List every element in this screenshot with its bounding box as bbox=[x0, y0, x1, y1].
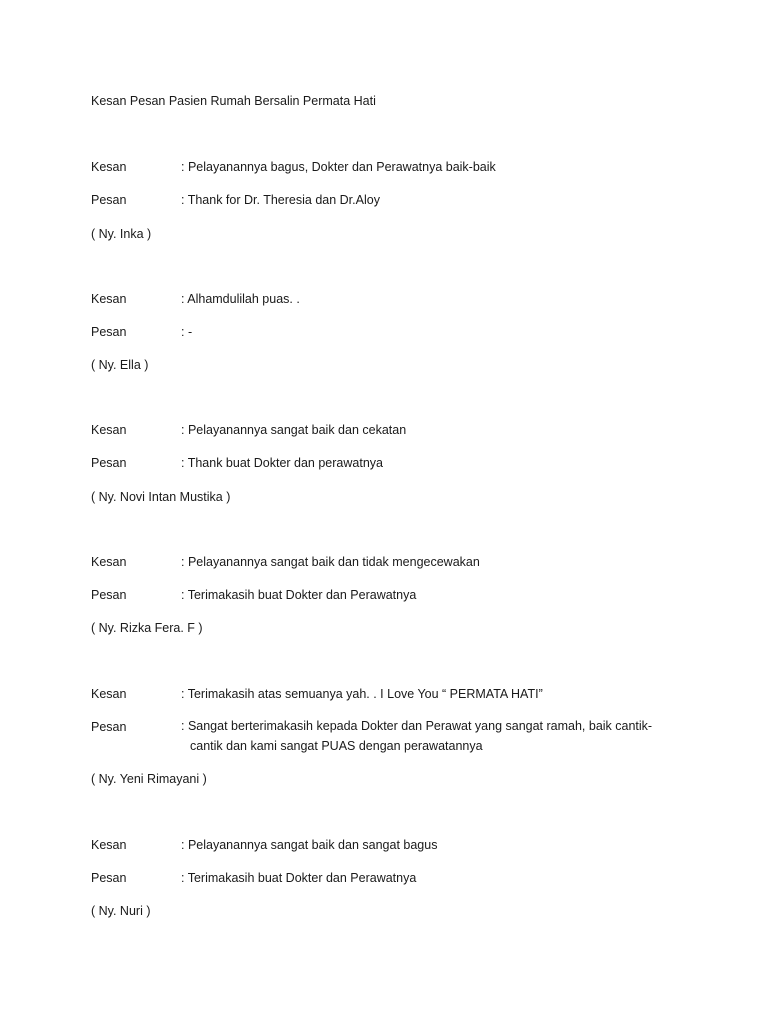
patient-name: ( Ny. Rizka Fera. F ) bbox=[91, 621, 203, 635]
kesan-row bbox=[91, 838, 437, 852]
kesan-text: : Alhamdulilah puas. . bbox=[181, 292, 300, 306]
kesan-text: : Terimakasih atas semuanya yah. . I Love You “ PERMATA HATI” bbox=[181, 687, 543, 701]
kesan-label: Kesan bbox=[91, 292, 127, 306]
pesan-row bbox=[91, 871, 416, 885]
pesan-text: : - bbox=[181, 325, 193, 339]
kesan-row bbox=[91, 292, 300, 306]
kesan-row bbox=[91, 555, 480, 569]
pesan-text: : Terimakasih buat Dokter dan Perawatnya bbox=[181, 871, 417, 885]
patient-name: ( Ny. Yeni Rimayani ) bbox=[91, 772, 207, 786]
pesan-text: : Terimakasih buat Dokter dan Perawatnya bbox=[181, 588, 417, 602]
kesan-text: : Pelayanannya bagus, Dokter dan Perawatnya baik-baik bbox=[181, 160, 496, 174]
pesan-label: Pesan bbox=[91, 325, 127, 339]
kesan-label: Kesan bbox=[91, 423, 127, 437]
pesan-text-multiline bbox=[181, 716, 681, 756]
pesan-label: Pesan bbox=[91, 871, 127, 885]
patient-name: ( Ny. Novi Intan Mustika ) bbox=[91, 490, 231, 504]
kesan-label: Kesan bbox=[91, 687, 127, 701]
pesan-text: : Sangat berterimakasih kepada Dokter dan Perawat yang sangat ramah, baik cantik- bbox=[181, 719, 653, 733]
kesan-text: : Pelayanannya sangat baik dan tidak mengecewakan bbox=[181, 555, 480, 569]
pesan-text-continuation: cantik dan kami sangat PUAS dengan perawatannya bbox=[190, 739, 483, 753]
kesan-text: : Pelayanannya sangat baik dan sangat bagus bbox=[181, 838, 438, 852]
pesan-text: : Thank buat Dokter dan perawatnya bbox=[181, 456, 383, 470]
kesan-text: : Pelayanannya sangat baik dan cekatan bbox=[181, 423, 407, 437]
pesan-label: Pesan bbox=[91, 193, 127, 207]
kesan-label: Kesan bbox=[91, 555, 127, 569]
kesan-row bbox=[91, 687, 543, 701]
pesan-label: Pesan bbox=[91, 720, 127, 734]
document-title: Kesan Pesan Pasien Rumah Bersalin Permata Hati bbox=[91, 94, 376, 108]
patient-name: ( Ny. Nuri ) bbox=[91, 904, 151, 918]
kesan-label: Kesan bbox=[91, 838, 127, 852]
patient-name: ( Ny. Ella ) bbox=[91, 358, 149, 372]
pesan-text: : Thank for Dr. Theresia dan Dr.Aloy bbox=[181, 193, 380, 207]
pesan-row bbox=[91, 588, 416, 602]
pesan-row bbox=[91, 720, 181, 734]
pesan-row bbox=[91, 325, 192, 339]
patient-name: ( Ny. Inka ) bbox=[91, 227, 152, 241]
pesan-label: Pesan bbox=[91, 588, 127, 602]
kesan-row bbox=[91, 160, 496, 174]
kesan-row bbox=[91, 423, 406, 437]
kesan-label: Kesan bbox=[91, 160, 127, 174]
pesan-row bbox=[91, 193, 380, 207]
pesan-row bbox=[91, 456, 383, 470]
pesan-label: Pesan bbox=[91, 456, 127, 470]
